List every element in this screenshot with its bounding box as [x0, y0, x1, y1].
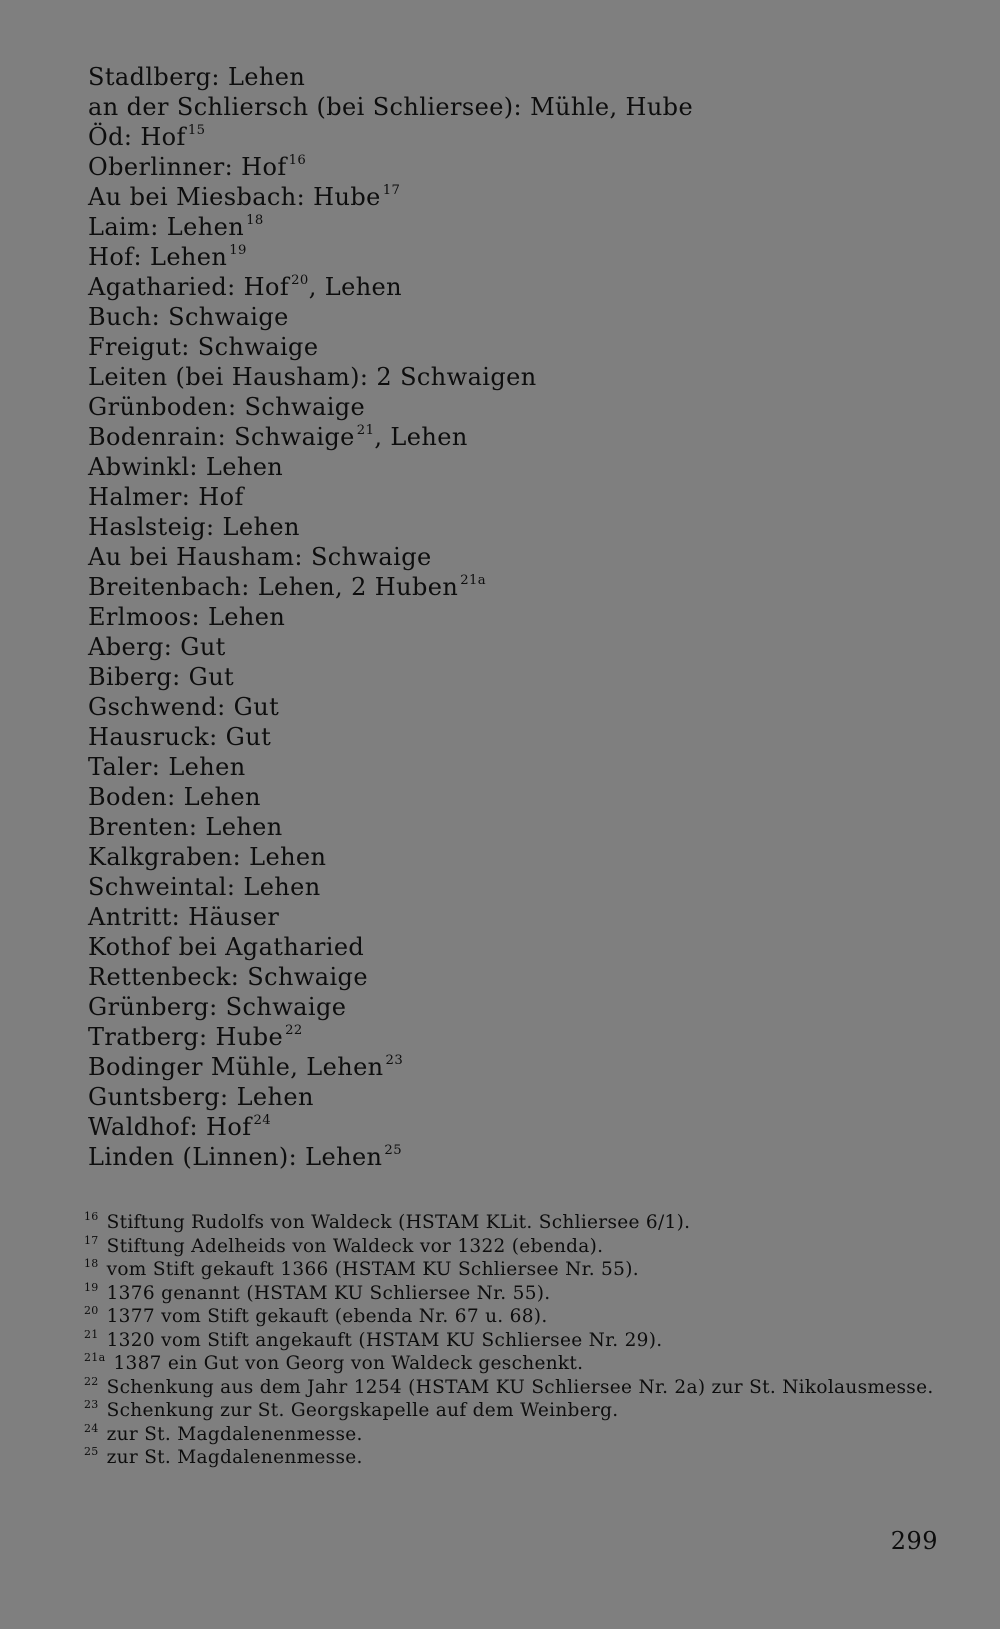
footnote-ref: 15 [187, 123, 206, 139]
footnote: 21 1320 vom Stift angekauft (HSTAM KU Schliersee Nr. 29). [84, 1327, 663, 1351]
place-entry-text: Stadlberg: Lehen [88, 63, 306, 91]
footnote: 20 1377 vom Stift gekauft (ebenda Nr. 67 u. 68). [84, 1304, 548, 1327]
footnote-text: Schenkung zur St. Georgskapelle auf dem Weinberg. [106, 1400, 619, 1421]
footnote-text: 1387 ein Gut von Georg von Waldeck geschenkt. [113, 1353, 584, 1374]
place-entry-text: Brenten: Lehen [88, 813, 283, 841]
footnote-text: 1320 vom Stift angekauft (HSTAM KU Schliersee Nr. 29). [106, 1329, 663, 1351]
place-entry [88, 92, 788, 122]
footnote-text: zur St. Magdalenenmesse. [106, 1423, 363, 1445]
footnote-ref: 21 [356, 423, 375, 439]
place-entry-text: Au bei Hausham: Schwaige [88, 543, 432, 571]
place-entry-text: Guntsberg: Lehen [88, 1083, 314, 1111]
place-entry-text: Freigut: Schwaige [88, 333, 319, 361]
place-entry-text: Waldhof: Hof [88, 1113, 252, 1141]
place-entry [88, 842, 788, 872]
place-entry-text: Agathariеd: Hof [88, 273, 290, 301]
place-entry-text: an der Schliersch (bei Schliersee): Mühle, Hube [88, 93, 694, 121]
place-entry [88, 782, 788, 812]
place-entry [88, 962, 788, 992]
place-entry-text: Oberlinner: Hof [88, 153, 287, 181]
place-entry-text: Hausruck: Gut [88, 723, 272, 751]
place-entry-text: Kothof bei Agatharied [88, 933, 365, 961]
footnote-text: Stiftung Adelheids von Waldeck vor 1322 (ebenda). [106, 1235, 604, 1257]
place-entry-text: Linden (Linnen): Lehen [88, 1143, 383, 1171]
place-entry-text: Grünboden: Schwaige [88, 393, 366, 421]
place-entry [88, 62, 788, 92]
place-entry [88, 662, 788, 692]
place-entry [88, 602, 788, 632]
footnote-ref: 16 [288, 153, 307, 169]
place-entry [88, 1022, 788, 1052]
place-entry-text: Kalkgraben: Lehen [88, 843, 327, 871]
place-entry [88, 152, 788, 182]
place-entry [88, 362, 788, 392]
place-entry [88, 392, 788, 422]
footnote: 17 Stiftung Adelheids von Waldeck vor 1322 (ebenda). [84, 1233, 604, 1257]
place-entry [88, 872, 788, 902]
place-entry-text: Biberg: Gut [88, 663, 235, 691]
footnote-text: 1377 vom Stift gekauft (ebenda Nr. 67 u. 68). [106, 1306, 548, 1327]
place-entry [88, 512, 788, 542]
place-entry [88, 332, 788, 362]
place-entry [88, 452, 788, 482]
footnote-text: vom Stift gekauft 1366 (HSTAM KU Schliersee Nr. 55). [106, 1259, 639, 1280]
place-entry [88, 692, 788, 722]
footnote-ref: 20 [291, 273, 309, 289]
place-entry [88, 1082, 788, 1112]
place-entry [88, 182, 788, 212]
place-entry-text: Gschwend: Gut [88, 693, 280, 721]
place-entry [88, 1112, 788, 1142]
place-entry-suffix: , Lehen [374, 423, 468, 451]
place-list [88, 62, 788, 1172]
place-entry-text: Haslsteig: Lehen [88, 513, 300, 541]
place-entry-text: Aberg: Gut [88, 633, 226, 661]
footnote-ref: 19 [229, 243, 247, 259]
footnote: 21a 1387 ein Gut von Georg von Waldeck geschenkt. [84, 1351, 584, 1374]
place-entry-text: Rettenbeck: Schwaige [88, 963, 368, 991]
footnote-text: zur St. Magdalenenmesse. [106, 1447, 363, 1468]
footnote: 24 zur St. Magdalenenmesse. [84, 1421, 363, 1445]
place-entry-text: Erlmoos: Lehen [88, 603, 286, 631]
place-entry-text: Abwinkl: Lehen [88, 453, 284, 481]
footnote-text: 1376 genannt (HSTAM KU Schliersee Nr. 55). [106, 1282, 551, 1304]
footnote: 23 Schenkung zur St. Georgskapelle auf dem Weinberg. [84, 1398, 619, 1421]
place-entry [88, 1142, 788, 1172]
place-entry-text: Breitenbach: Lehen, 2 Huben [88, 573, 459, 601]
place-entry [88, 272, 788, 302]
place-entry-text: Taler: Lehen [88, 753, 246, 781]
place-entry [88, 1052, 788, 1082]
place-entry [88, 482, 788, 512]
footnote-ref: 18 [246, 213, 264, 229]
page-number: 299 [890, 1527, 938, 1555]
footnote-ref: 21a [460, 573, 487, 589]
place-entry [88, 722, 788, 752]
place-entry [88, 572, 788, 602]
footnote: 18 vom Stift gekauft 1366 (HSTAM KU Schliersee Nr. 55). [84, 1257, 639, 1280]
place-entry [88, 242, 788, 272]
footnote-ref: 22 [285, 1023, 303, 1039]
place-entry-text: Laim: Lehen [88, 213, 245, 241]
footnote-ref: 25 [384, 1143, 403, 1159]
place-entry [88, 992, 788, 1022]
place-entry-text: Öd: Hof [88, 123, 186, 151]
place-entry-text: Schweintal: Lehen [88, 873, 321, 901]
place-entry-text: Leiten (bei Hausham): 2 Schwaigen [88, 363, 537, 391]
place-entry [88, 422, 788, 452]
footnote: 19 1376 genannt (HSTAM KU Schliersee Nr. 55). [84, 1280, 551, 1304]
place-entry-text: Bodinger Mühle, Lehen [88, 1053, 384, 1081]
place-entry-text: Antritt: Häuser [88, 903, 280, 931]
footnotes [84, 1211, 944, 1470]
place-entry-text: Grünberg: Schwaige [88, 993, 347, 1021]
footnote: 25 zur St. Magdalenenmesse. [84, 1445, 363, 1468]
place-entry [88, 752, 788, 782]
place-entry [88, 902, 788, 932]
footnote-ref: 23 [385, 1053, 404, 1069]
footnote-text: Schenkung aus dem Jahr 1254 (HSTAM KU Schliersee Nr. 2a) zur St. Nikolausmesse. [106, 1376, 934, 1398]
place-entry [88, 122, 788, 152]
footnote-text: Stiftung Rudolfs von Waldeck (HSTAM KLit. Schliersee 6/1). [106, 1212, 691, 1233]
place-entry [88, 542, 788, 572]
place-entry-text: Buch: Schwaige [88, 303, 289, 331]
footnote: 16 Stiftung Rudolfs von Waldeck (HSTAM KLit. Schliersee 6/1). [84, 1210, 691, 1233]
place-entry-text: Halmer: Hof [88, 483, 244, 511]
place-entry-suffix: , Lehen [308, 273, 403, 301]
place-entry [88, 932, 788, 962]
footnote-ref: 17 [382, 183, 401, 199]
place-entry [88, 302, 788, 332]
place-entry-text: Tratberg: Hube [88, 1023, 284, 1051]
footnote-ref: 24 [253, 1113, 272, 1129]
footnote: 22 Schenkung aus dem Jahr 1254 (HSTAM KU Schliersee Nr. 2a) zur St. Nikolausmesse. [84, 1374, 934, 1398]
place-entry [88, 812, 788, 842]
place-entry-text: Boden: Lehen [88, 783, 261, 811]
place-entry-text: Bodenrain: Schwaige [88, 423, 355, 451]
place-entry-text: Hof: Lehen [88, 243, 228, 271]
place-entry [88, 632, 788, 662]
place-entry [88, 212, 788, 242]
place-entry-text: Au bei Miesbach: Hube [88, 183, 381, 211]
